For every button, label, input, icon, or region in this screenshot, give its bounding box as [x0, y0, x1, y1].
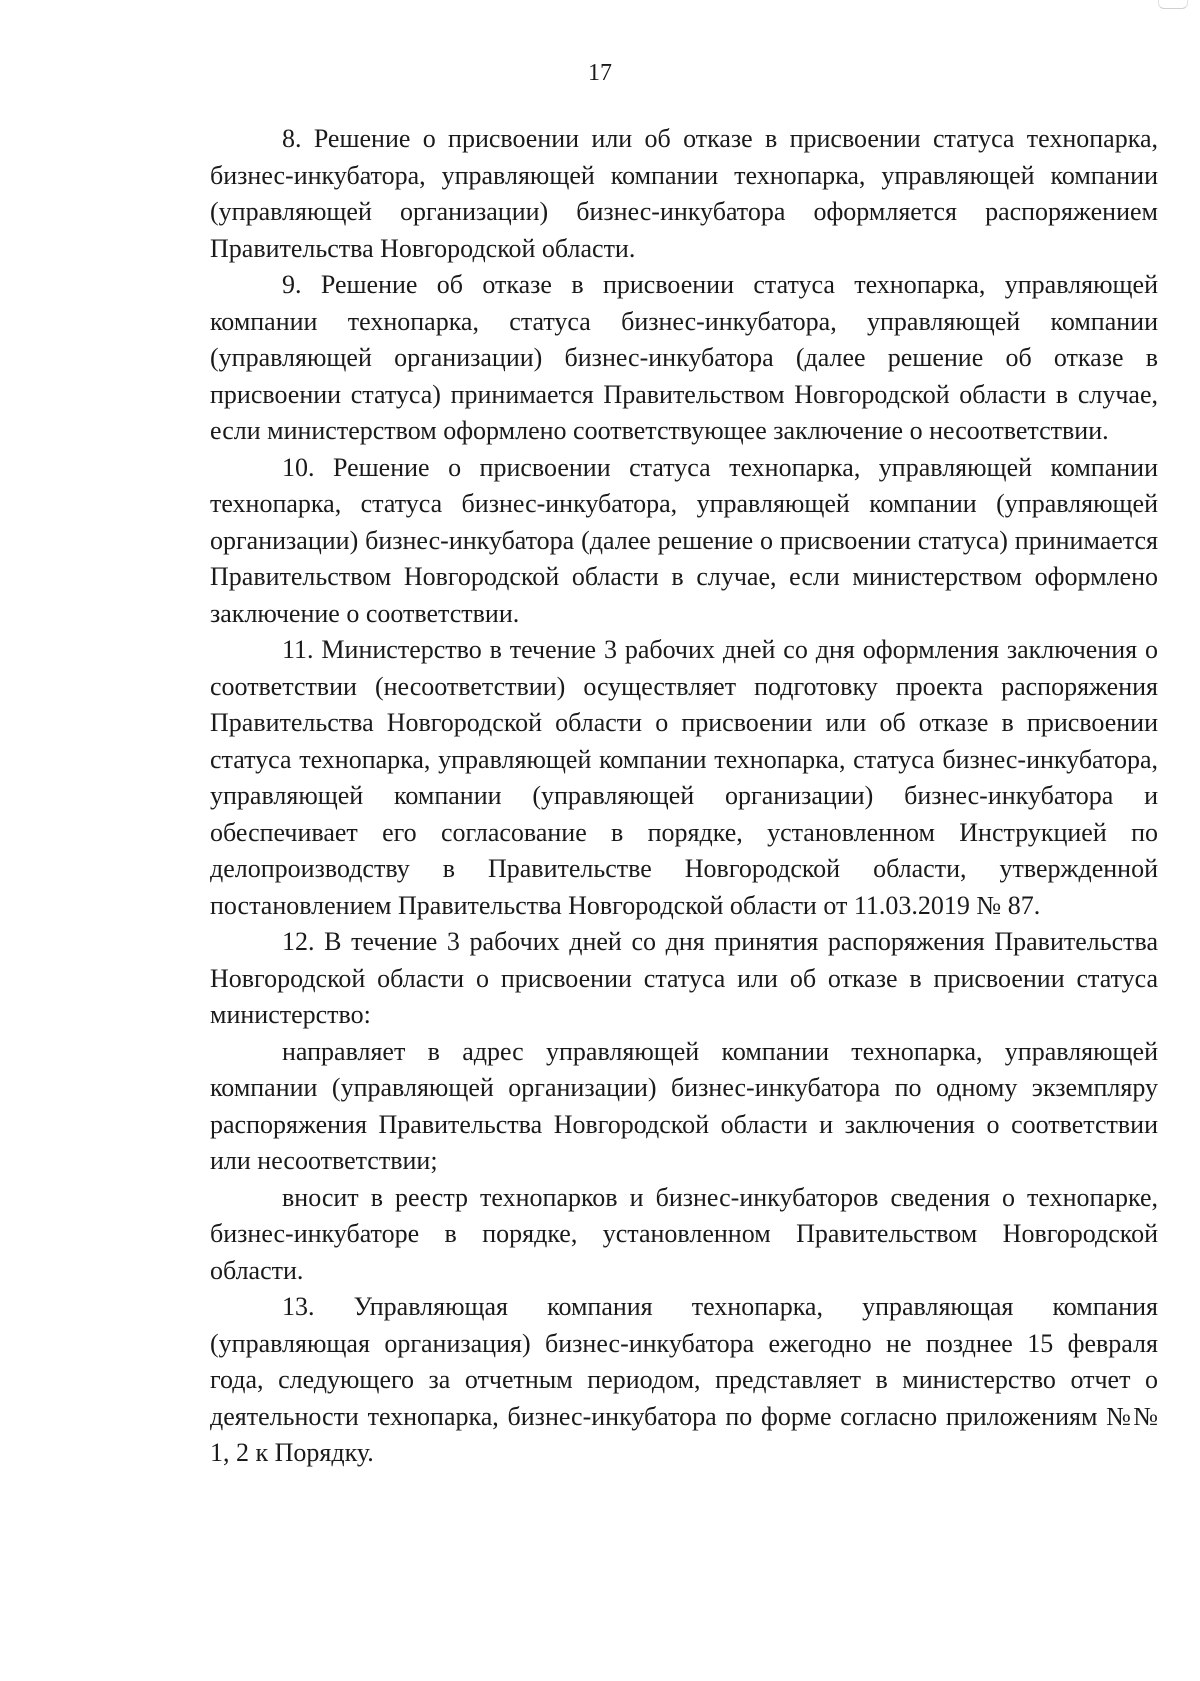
paragraph-13: 13. Управляющая компания технопарка, управляющая компания (управляющая организация) бизнес-инкубатора ежегодно не позднее 15 февраля года, следующего за отчетным периодом, представляет в министерство отчет о деятельности технопарка, бизнес-инкубатора по форме согласно приложениям №№ 1, 2 к Порядку. [210, 1292, 1158, 1467]
page-number: 17 [588, 60, 612, 86]
paragraph-8: 8. Решение о присвоении или об отказе в присвоении статуса технопарка, бизнес-инкубатора, управляющей компании технопарка, управляющей компании (управляющей организации) бизнес-инкубатора оформляется распоряжением Правительства Новгородской области. [210, 124, 1158, 263]
paragraph-12: 12. В течение 3 рабочих дней со дня принятия распоряжения Правительства Новгородской области о присвоении статуса или об отказе в присвоении статуса министерство: [210, 927, 1158, 1029]
paragraph-10: 10. Решение о присвоении статуса технопарка, управляющей компании технопарка, статуса бизнес-инкубатора, управляющей компании (управляющей организации) бизнес-инкубатора (далее решение о присвоении статуса) принимается Правительством Новгородской области в случае, если министерством оформлено заключение о соответствии. [210, 452, 1158, 628]
paragraph-9: 9. Решение об отказе в присвоении статуса технопарка, управляющей компании технопарка, статуса бизнес-инкубатора, управляющей компании (управляющей организации) бизнес-инкубатора (далее решение об отказе в присвоении статуса) принимается Правительством Новгородской области в случае, если министерством оформлено соответствующее заключение о несоответствии. [210, 270, 1158, 445]
paragraph-12-item-send: направляет в адрес управляющей компании технопарка, управляющей компании (управляющей организации) бизнес-инкубатора по одному экземпляру распоряжения Правительства Новгородской области и заключения о соответствии или несоответствии; [210, 1036, 1158, 1175]
paragraph-12-item-registry: вносит в реестр технопарков и бизнес-инкубаторов сведения о технопарке, бизнес-инкубаторе в порядке, установленном Правительством Новгородской области. [210, 1182, 1158, 1285]
scan-corner-mark [1158, 0, 1188, 9]
paragraph-11: 11. Министерство в течение 3 рабочих дней со дня оформления заключения о соответствии (несоответствии) осуществляет подготовку проекта распоряжения Правительства Новгородской области о присвоении или об отказе в присвоении статуса технопарка, управляющей компании технопарка, статуса бизнес-инкубатора, управляющей компании (управляющей организации) бизнес-инкубатора и обеспечивает его согласование в порядке, установленном Инструкцией по делопроизводству в Правительстве Новгородской области, утвержденной постановлением Правительства Новгородской области от 11.03.2019 № 87. [210, 635, 1158, 920]
document-body [210, 121, 1158, 1472]
